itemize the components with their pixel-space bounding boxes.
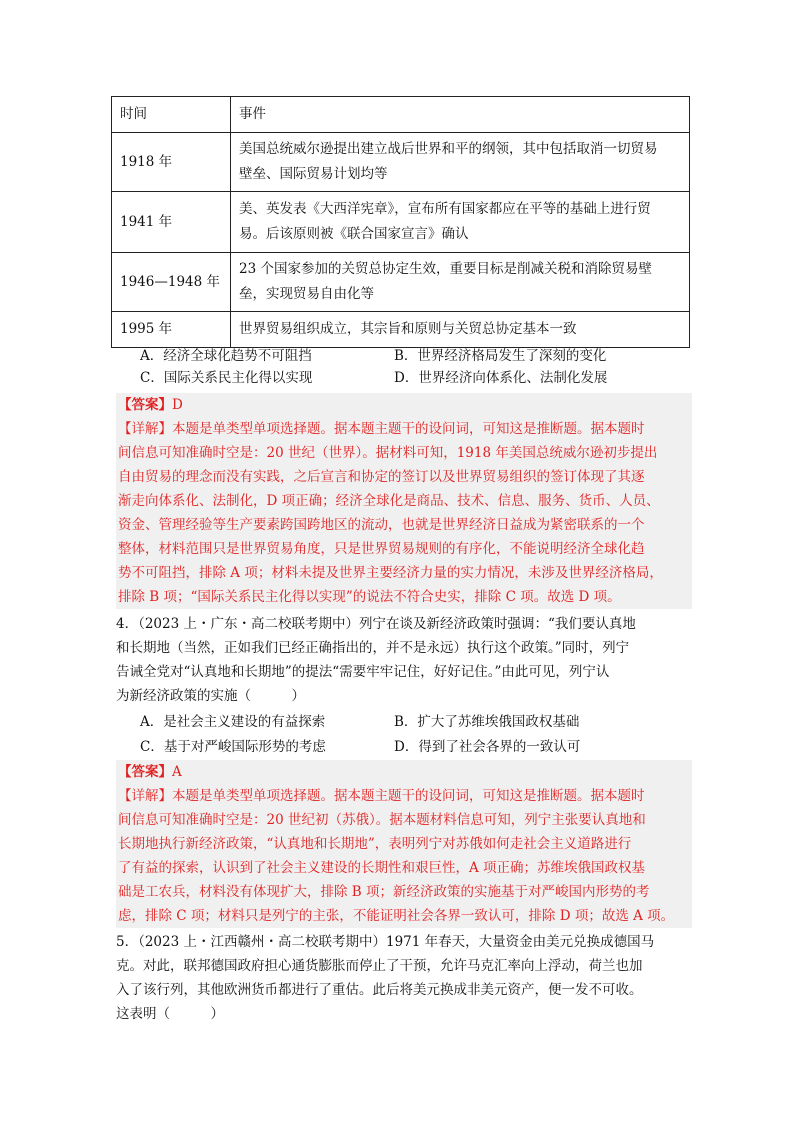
event-line: 美国总统威尔逊提出建立战后世界和平的纲领，其中包括取消一切贸易	[239, 141, 658, 157]
question-stem-line: 为新经济政策的实施（ ）	[116, 688, 305, 704]
option-b[interactable]: B．扩大了苏维埃俄国政权基础	[394, 714, 580, 730]
q4-options	[140, 711, 700, 761]
table-header-cell: 事件	[231, 97, 690, 133]
question-stem-line: 入了该行列，其他欧洲货币都进行了重估。此后将美元换成非美元资产，便一发不可收。	[116, 982, 643, 998]
question-stem-line: 这表明（ ）	[116, 1006, 224, 1022]
answer-value: A	[172, 764, 182, 780]
question-stem-line: 告诫全党对“认真地和长期地”的提法“需要牢牢记住，好好记住。”由此可见，列宁认	[116, 664, 610, 680]
table-year-cell: 1941 年	[112, 192, 231, 253]
table-row	[112, 312, 690, 348]
answer-value: D	[172, 397, 183, 413]
detail-line: 间信息可知准确时空是：20 世纪（世界）。据材料可知，1918 年美国总统威尔逊初步提出	[118, 445, 658, 461]
answer-label: 【答案】	[118, 397, 172, 413]
table-header-row	[112, 97, 690, 133]
event-line: 易。后该原则被《联合国家宣言》确认	[239, 226, 469, 242]
detail-line: 【详解】本题是单类型单项选择题。据本题主题干的设问词，可知这是推断题。据本题时	[118, 788, 645, 804]
option-b[interactable]: B．世界经济格局发生了深刻的变化	[394, 348, 607, 364]
answer-line	[118, 760, 690, 784]
option-c[interactable]: C．国际关系民主化得以实现	[140, 370, 313, 386]
detail-line: 虑，排除 C 项；材料只是列宁的主张，不能证明社会各界一致认可，排除 D 项；故选 A 项。	[118, 908, 675, 924]
table-row	[112, 192, 690, 253]
answer-label: 【答案】	[118, 764, 172, 780]
table-year-cell: 1995 年	[112, 312, 231, 348]
event-line: 壁垒、国际贸易计划均等	[239, 166, 388, 182]
option-d[interactable]: D．得到了社会各界的一致认可	[394, 739, 581, 755]
q3-options	[140, 345, 700, 389]
question-stem-line: 和长期地（当然，正如我们已经正确指出的，并不是永远）执行这个政策。”同时，列宁	[116, 640, 630, 656]
question-stem-line: 5．（2023 上・江西赣州・高二校联考期中）1971 年春天，大量资金由美元兑换成德国马	[116, 934, 655, 950]
option-c[interactable]: C．基于对严峻国际形势的考虑	[140, 739, 326, 755]
detail-line: 【详解】本题是单类型单项选择题。据本题主题干的设问词，可知这是推断题。据本题时	[118, 421, 645, 437]
detail-line: 整体，材料范围只是世界贸易角度，只是世界贸易规则的有序化，不能说明经济全球化趋	[118, 541, 645, 557]
events-table	[111, 96, 690, 348]
detail-line: 础是工农兵，材料没有体现扩大，排除 B 项；新经济政策的实施基于对严峻国内形势的考	[118, 884, 650, 900]
table-header-cell: 时间	[112, 97, 231, 133]
table-year-cell: 1918 年	[112, 133, 231, 192]
detail-line: 自由贸易的理念而没有实践，之后宣言和协定的签订以及世界贸易组织的签订体现了其逐	[118, 469, 645, 485]
event-line: 垒，实现贸易自由化等	[239, 286, 374, 302]
option-a[interactable]: A．是社会主义建设的有益探索	[140, 714, 326, 730]
option-a[interactable]: A．经济全球化趋势不可阻挡	[140, 348, 312, 364]
question-stem-line: 4．（2023 上・广东・高二校联考期中）列宁在谈及新经济政策时强调：“我们要认真地	[116, 616, 636, 632]
option-d[interactable]: D．世界经济向体系化、法制化发展	[394, 370, 608, 386]
table-event-cell	[231, 312, 690, 348]
table-row	[112, 133, 690, 192]
detail-line: 间信息可知准确时空是：20 世纪初（苏俄）。据本题材料信息可知，列宁主张要认真地和	[118, 812, 646, 828]
detail-line: 排除 B 项；“国际关系民主化得以实现”的说法不符合史实，排除 C 项。故选 D 项。	[118, 589, 621, 605]
table-year-cell: 1946—1948 年	[112, 253, 231, 312]
detail-line: 长期地执行新经济政策，“认真地和长期地”，表明列宁对苏俄如何走社会主义道路进行	[118, 836, 632, 852]
question-5	[116, 930, 692, 1026]
table-row	[112, 253, 690, 312]
q3-answer-box	[116, 393, 692, 609]
question-stem-line: 克。对此，联邦德国政府担心通货膨胀而停止了干预，允许马克汇率向上浮动，荷兰也加	[116, 958, 643, 974]
question-4	[116, 612, 692, 708]
answer-line	[118, 393, 690, 417]
event-line: 美、英发表《大西洋宪章》，宣布所有国家都应在平等的基础上进行贸	[239, 201, 651, 217]
table-event-cell	[231, 133, 690, 192]
table-event-cell	[231, 192, 690, 253]
detail-line: 渐走向体系化、法制化，D 项正确；经济全球化是商品、技术、信息、服务、货币、人员、	[118, 493, 660, 509]
q4-answer-box	[116, 760, 692, 928]
event-line: 23 个国家参加的关贸总协定生效，重要目标是削减关税和消除贸易壁	[239, 261, 652, 277]
detail-line: 了有益的探索，认识到了社会主义建设的长期性和艰巨性，A 项正确；苏维埃俄国政权基	[118, 860, 646, 876]
detail-line: 势不可阻挡，排除 A 项；材料未提及世界主要经济力量的实力情况，未涉及世界经济格局，	[118, 565, 663, 581]
table-event-cell	[231, 253, 690, 312]
event-line: 世界贸易组织成立，其宗旨和原则与关贸总协定基本一致	[239, 321, 577, 337]
detail-line: 资金、管理经验等生产要素跨国跨地区的流动，也就是世界经济日益成为紧密联系的一个	[118, 517, 645, 533]
